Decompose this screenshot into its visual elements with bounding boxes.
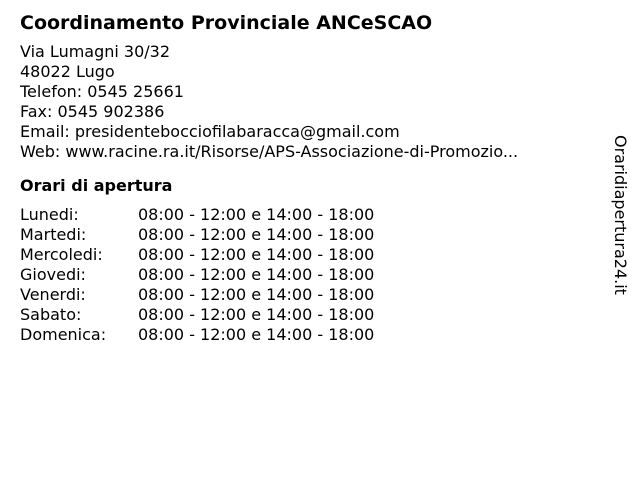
day-label: Lunedi:	[20, 205, 79, 224]
time-range: 08:00 - 12:00 e 14:00 - 18:00	[138, 205, 375, 224]
day-label: Venerdi:	[20, 285, 86, 304]
business-card	[20, 10, 600, 345]
hours-row-wednesday	[20, 245, 600, 265]
hours-row-sunday	[20, 325, 600, 345]
street-address: Via Lumagni 30/32	[20, 42, 171, 61]
hours-row-friday	[20, 285, 600, 305]
day-label: Martedi:	[20, 225, 87, 244]
day-label: Domenica:	[20, 325, 107, 344]
time-range: 08:00 - 12:00 e 14:00 - 18:00	[138, 225, 375, 244]
time-range: 08:00 - 12:00 e 14:00 - 18:00	[138, 325, 375, 344]
address-block	[20, 42, 600, 162]
fax-number: Fax: 0545 902386	[20, 102, 165, 121]
day-label: Sabato:	[20, 305, 82, 324]
time-range: 08:00 - 12:00 e 14:00 - 18:00	[138, 245, 375, 264]
phone-number[interactable]: Telefon: 0545 25661	[20, 82, 184, 101]
time-range: 08:00 - 12:00 e 14:00 - 18:00	[138, 265, 375, 284]
time-range: 08:00 - 12:00 e 14:00 - 18:00	[138, 305, 375, 324]
hours-row-thursday	[20, 265, 600, 285]
hours-row-monday	[20, 205, 600, 225]
time-range: 08:00 - 12:00 e 14:00 - 18:00	[138, 285, 375, 304]
email-address[interactable]: Email: presidentebocciofilabaracca@gmail.com	[20, 122, 400, 141]
opening-hours-heading: Orari di apertura	[20, 176, 173, 195]
hours-row-tuesday	[20, 225, 600, 245]
opening-hours-table	[20, 205, 600, 345]
business-name: Coordinamento Provinciale ANCeSCAO	[20, 12, 433, 34]
day-label: Giovedi:	[20, 265, 86, 284]
site-watermark: Oraridiapertura24.it	[611, 135, 630, 295]
city-postcode: 48022 Lugo	[20, 62, 115, 81]
hours-row-saturday	[20, 305, 600, 325]
website-link[interactable]: Web: www.racine.ra.it/Risorse/APS-Associazione-di-Promozio...	[20, 142, 519, 161]
day-label: Mercoledi:	[20, 245, 103, 264]
